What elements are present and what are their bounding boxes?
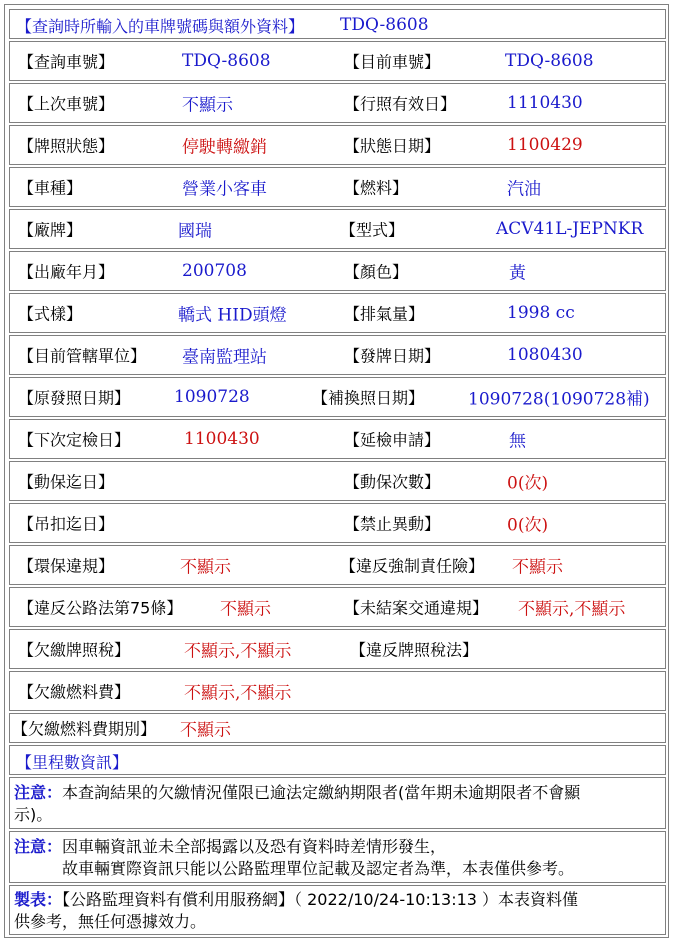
data-row-license-issue bbox=[9, 377, 666, 417]
label-unpaid-fuel-fee: 【欠繳燃料費】 bbox=[18, 682, 131, 702]
label-next-inspection: 【下次定檢日】 bbox=[18, 430, 131, 450]
data-row-style bbox=[9, 293, 666, 333]
label-color: 【顏色】 bbox=[344, 262, 409, 282]
value-plate-status: 停駛轉繳銷 bbox=[182, 137, 267, 158]
data-row-jurisdiction bbox=[9, 335, 666, 375]
note-2-line2: 故車輛實際資訊只能以公路監理單位記載及認定者為準，本表僅供參考。 bbox=[62, 859, 575, 878]
data-row-previous-plate bbox=[9, 83, 666, 123]
value-plate-issue-date: 1080430 bbox=[507, 345, 583, 365]
value-highway-law-violation: 不顯示 bbox=[220, 599, 271, 620]
data-row-fuel-fee bbox=[9, 671, 666, 711]
value-style: 轎式 HID頭燈 bbox=[178, 305, 287, 326]
value-fuel: 汽油 bbox=[507, 179, 541, 200]
label-inspection-extension: 【延檢申請】 bbox=[344, 430, 441, 450]
note-1-line2: 示)。 bbox=[14, 805, 53, 824]
mileage-row bbox=[9, 745, 666, 775]
label-license-valid-date: 【行照有效日】 bbox=[344, 94, 457, 114]
label-original-license-date: 【原發照日期】 bbox=[18, 388, 131, 408]
data-row-vehicle-type bbox=[9, 167, 666, 207]
footer-line2: 供參考，無任何憑據效力。 bbox=[14, 912, 207, 931]
value-next-inspection: 1100430 bbox=[184, 429, 260, 449]
value-environmental-violation: 不顯示 bbox=[180, 557, 231, 578]
note-2-prefix: 注意： bbox=[14, 837, 63, 856]
value-fuel-fee-period: 不顯示 bbox=[180, 720, 231, 741]
data-row-environmental bbox=[9, 545, 666, 585]
label-previous-plate: 【上次車號】 bbox=[18, 94, 115, 114]
value-manufacture-date: 200708 bbox=[182, 261, 247, 281]
footer-line1: 【公路監理資料有償利用服務網】（ 2022/10/24-10:13:13 ）本表資料僅 bbox=[62, 890, 579, 909]
value-status-date: 1100429 bbox=[507, 135, 583, 155]
value-query-plate: TDQ-8608 bbox=[182, 51, 271, 71]
value-brand: 國瑞 bbox=[178, 221, 212, 242]
note-1-prefix: 注意： bbox=[14, 783, 63, 802]
header-plate: TDQ-8608 bbox=[340, 15, 429, 35]
label-plate-issue-date: 【發牌日期】 bbox=[344, 346, 441, 366]
note-1 bbox=[14, 782, 659, 826]
note-1-line1: 本查詢結果的欠繳情況僅限已逾法定繳納期限者(當年期未逾期限者不會顯 bbox=[62, 783, 581, 802]
value-replacement-license-date: 1090728(1090728補) bbox=[468, 389, 650, 410]
data-row-brand bbox=[9, 209, 666, 249]
data-row-fuel-fee-period bbox=[9, 713, 666, 743]
label-model: 【型式】 bbox=[340, 220, 405, 240]
note-2-line1: 因車輛資訊並未全部揭露以及恐有資料時差情形發生， bbox=[62, 837, 447, 856]
label-manufacture-date: 【出廠年月】 bbox=[18, 262, 115, 282]
note-row-1 bbox=[9, 777, 666, 829]
value-lien-count: 0(次) bbox=[507, 473, 549, 494]
data-row-manufacture-date bbox=[9, 251, 666, 291]
value-unpaid-license-tax: 不顯示,不顯示 bbox=[184, 641, 292, 662]
value-model: ACV41L-JEPNKR bbox=[496, 219, 644, 239]
value-vehicle-type: 營業小客車 bbox=[182, 179, 267, 200]
label-vehicle-type: 【車種】 bbox=[18, 178, 83, 198]
label-open-traffic-violation: 【未結案交通違規】 bbox=[344, 598, 489, 618]
value-jurisdiction: 臺南監理站 bbox=[182, 347, 267, 368]
value-insurance-violation: 不顯示 bbox=[512, 557, 563, 578]
value-inspection-extension: 無 bbox=[509, 431, 526, 452]
value-color: 黃 bbox=[509, 263, 526, 284]
data-row-license-tax bbox=[9, 629, 666, 669]
report-table bbox=[4, 4, 669, 938]
label-current-plate: 【目前車號】 bbox=[344, 52, 441, 72]
label-query-plate: 【查詢車號】 bbox=[18, 52, 115, 72]
label-jurisdiction: 【目前管轄單位】 bbox=[18, 346, 147, 366]
label-fuel-fee-period: 【欠繳燃料費期別】 bbox=[12, 719, 157, 739]
note-2 bbox=[14, 836, 659, 880]
data-row-plate-status bbox=[9, 125, 666, 165]
value-open-traffic-violation: 不顯示,不顯示 bbox=[518, 599, 626, 620]
label-lien-count: 【動保次數】 bbox=[344, 472, 441, 492]
data-row-plate bbox=[9, 41, 666, 81]
label-displacement: 【排氣量】 bbox=[344, 304, 425, 324]
footer-note bbox=[14, 889, 659, 933]
label-transfer-ban: 【禁止異動】 bbox=[344, 514, 441, 534]
label-license-tax-violation: 【違反牌照稅法】 bbox=[350, 640, 479, 660]
data-row-lien bbox=[9, 461, 666, 501]
value-original-license-date: 1090728 bbox=[174, 387, 250, 407]
data-row-highway-law bbox=[9, 587, 666, 627]
header-title: 【查詢時所輸入的車牌號碼與額外資料】 bbox=[16, 17, 305, 36]
label-plate-status: 【牌照狀態】 bbox=[18, 136, 115, 156]
value-previous-plate: 不顯示 bbox=[182, 95, 233, 116]
value-unpaid-fuel-fee: 不顯示,不顯示 bbox=[184, 683, 292, 704]
value-transfer-ban: 0(次) bbox=[507, 515, 549, 536]
footer-prefix: 製表： bbox=[14, 890, 63, 909]
label-fuel: 【燃料】 bbox=[344, 178, 409, 198]
label-highway-law-violation: 【違反公路法第75條】 bbox=[18, 598, 183, 618]
data-row-suspension bbox=[9, 503, 666, 543]
label-insurance-violation: 【違反強制責任險】 bbox=[340, 556, 485, 576]
label-replacement-license-date: 【補換照日期】 bbox=[312, 388, 425, 408]
mileage-title: 【里程數資訊】 bbox=[16, 753, 129, 772]
label-environmental-violation: 【環保違規】 bbox=[18, 556, 115, 576]
label-suspension-until: 【吊扣迄日】 bbox=[18, 514, 115, 534]
label-style: 【式樣】 bbox=[18, 304, 83, 324]
label-unpaid-license-tax: 【欠繳牌照稅】 bbox=[18, 640, 131, 660]
value-license-valid-date: 1110430 bbox=[507, 93, 583, 113]
value-current-plate: TDQ-8608 bbox=[505, 51, 594, 71]
label-lien-until: 【動保迄日】 bbox=[18, 472, 115, 492]
data-row-next-inspection bbox=[9, 419, 666, 459]
label-brand: 【廠牌】 bbox=[18, 220, 83, 240]
note-row-2 bbox=[9, 831, 666, 883]
footer-row bbox=[9, 885, 666, 935]
label-status-date: 【狀態日期】 bbox=[344, 136, 441, 156]
value-displacement: 1998 cc bbox=[507, 303, 575, 323]
header-row bbox=[9, 9, 666, 39]
